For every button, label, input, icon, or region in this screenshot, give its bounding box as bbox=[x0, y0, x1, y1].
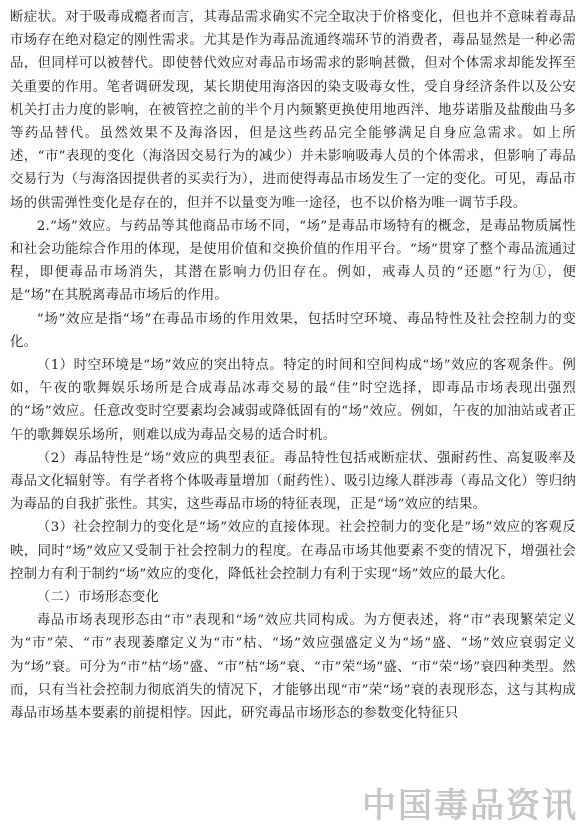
paragraph-6: （3）社会控制力的变化是“场”效应的直接体现。社会控制力的变化是“场”效应的客观反映，同时“场”效应又受制于社会控制力的程度。在毒品市场其他要素不变的情况下，增强社会控制力有利于制约“场”效应的变化，降低社会控制力有利于实现“场”效应的最大化。 bbox=[10, 520, 576, 582]
paragraph-1: 断症状。对于吸毒成瘾者而言，其毒品需求确实不完全取决于价格变化，但也并不意味着毒品市场存在绝对稳定的刚性需求。尤其是作为毒品流通终端环节的消费者，毒品显然是一种必需品，但同样可以被替代。即使替代效应对毒品市场需求的影响甚微，但对个体需求却能发挥至关重要的作用。笔者调研发现，某长期使用海洛因的染支吸毒女性，受自身经济条件以及公安机关打击力度的影响，在被管控之前的半个月内频繁更换使用地西泮、地芬诺脂及盐酸曲马多等药品替代。虽然效果不及海洛因，但是这些药品完全能够满足自身应急需求。如上所述，“市”表现的变化（海洛因交易行为的减少）并未影响吸毒人员的个体需求，但影响了毒品交易行为（与海洛因提供者的买卖行为），进而使得毒品市场发生了一定的变化。可见，毒品市场的供需弹性变化是存在的，但并不以量变为唯一途径，也不以价格为唯一调节手段。 bbox=[10, 10, 576, 211]
paragraph-7: 毒品市场表现形态由“市”表现和“场”效应共同构成。为方便表述，将“市”表现繁荣定义为“市”荣、“市”表现萎靡定义为“市”枯、“场”效应强盛定义为“场”盛、“场”效应衰弱定义为“场”衰。可分为“市”枯“场”盛、“市”枯“场”衰、“市”荣“场”盛、“市”荣“场”衰四种类型。然而，只有当社会控制力彻底消失的情况下，才能够出现“市”荣“场”衰的表现形态，这与其构成毒品市场基本要素的前提相悖。因此，研究毒品市场形态的参数变化特征只 bbox=[10, 613, 576, 722]
paragraph-4: （1）时空环境是“场”效应的突出特点。特定的时间和空间构成“场”效应的客观条件。例如，午夜的歌舞娱乐场所是合成毒品冰毒交易的最“佳”时空选择，即毒品市场表现出强烈的“场”效应。任意改变时空要素均会减弱或降低固有的“场”效应。例如，午夜的加油站或者正午的歌舞娱乐场所，则难以成为毒品交易的适合时机。 bbox=[10, 358, 576, 443]
paragraph-5: （2）毒品特性是“场”效应的典型表征。毒品特性包括戒断症状、强耐药性、高复吸率及毒品文化辐射等。有学者将个体吸毒量增加（耐药性）、吸引边缘人群涉毒（毒品文化）等归纳为毒品的自我扩张性。其实，这些毒品市场的特征表现，正是“场”效应的结果。 bbox=[10, 450, 576, 513]
document-page bbox=[10, 6, 576, 725]
paragraph-3: “场”效应是指“场”在毒品市场的作用效果，包括时空环境、毒品特性及社会控制力的变化。 bbox=[10, 311, 576, 350]
watermark: 中国毒品资讯 bbox=[362, 786, 578, 826]
section-heading: （二）市场形态变化 bbox=[36, 590, 160, 606]
paragraph-2: 2.“场”效应。与药品等其他商品市场不同，“场”是毒品市场特有的概念，是毒品物质属性和社会功能综合作用的体现，是使用价值和交换价值的作用平台。“场”贯穿了整个毒品流通过程，即便毒品市场消失，其潜在影响力仍旧存在。例如，戒毒人员的“还愿”行为①，便是“场”在其脱离毒品市场后的作用。 bbox=[10, 218, 576, 304]
